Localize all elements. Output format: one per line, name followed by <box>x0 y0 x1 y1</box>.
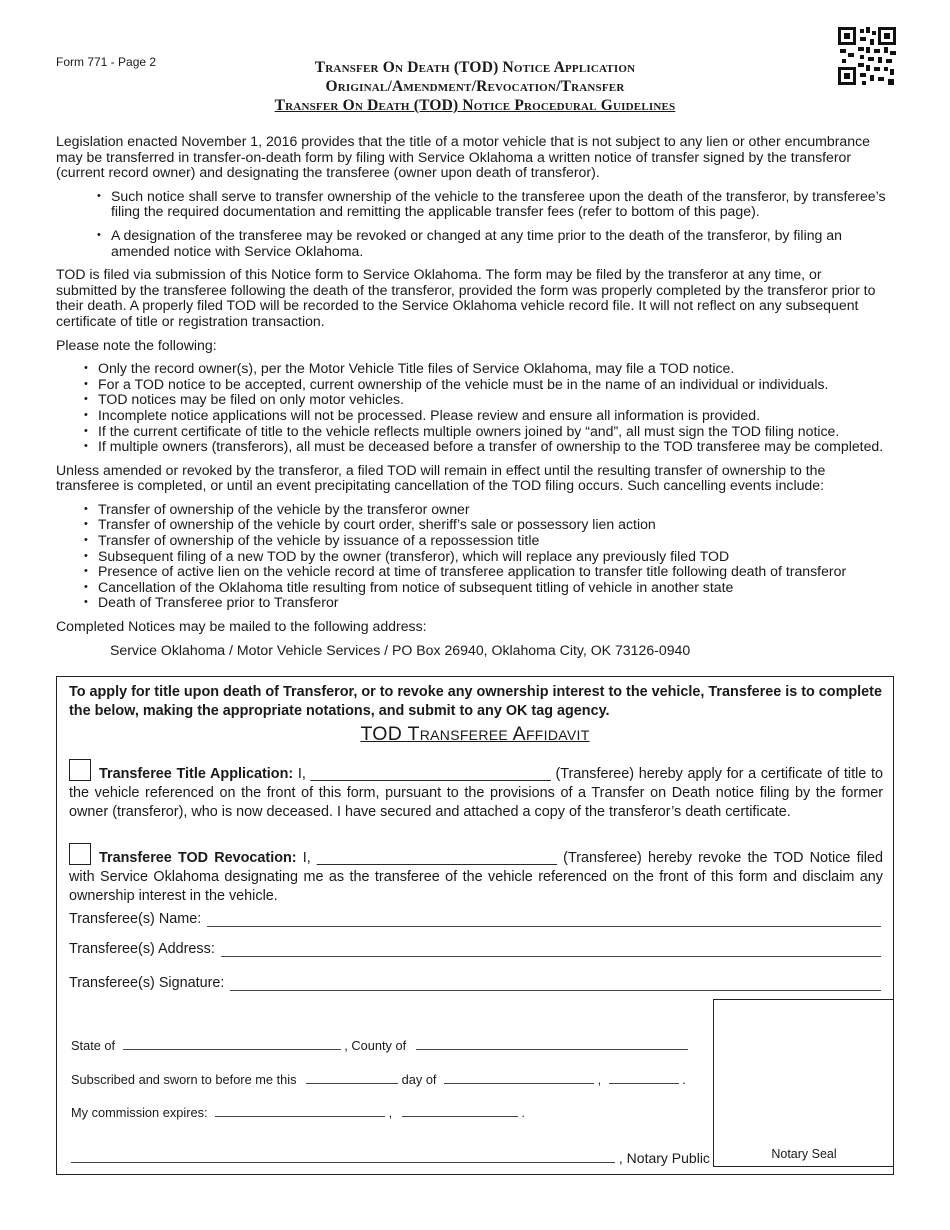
events-list <box>84 502 886 611</box>
list-item: • Transfer of ownership of the vehicle by issuance of a repossession title <box>84 533 886 549</box>
guidelines-content <box>56 134 886 666</box>
sworn-day-field[interactable] <box>306 1071 398 1084</box>
revocation-text: (Transferee) hereby revoke the TOD Notice filed with Service Oklahoma designating me as the transferee of the vehicle referenced on the front of this form and disclaim any ownership interest in the vehicle. <box>69 850 883 904</box>
list-item: • Cancellation of the Oklahoma title resulting from notice of subsequent titling of vehicle in another state <box>84 580 886 596</box>
notary-seal-label: Notary Seal <box>771 1147 837 1161</box>
title-application-text: (Transferee) hereby apply for a certificate of title to the vehicle referenced on the front of this form, pursuant to the provisions of a Transfer on Death notice filing by the former owner (transferor), who is now deceased. I have secured and attached a copy of the transferor’s death certificate. <box>69 766 883 820</box>
revocation-checkbox[interactable] <box>69 843 91 865</box>
list-item: • Transfer of ownership of the vehicle by court order, sheriff’s sale or possessory lien action <box>84 517 886 533</box>
list-item: • Subsequent filing of a new TOD by the owner (transferor), which will replace any previously filed TOD <box>84 549 886 565</box>
commission-label: My commission expires: <box>71 1105 208 1120</box>
title-application-name-field[interactable]: I, ______________________________ <box>297 766 551 782</box>
mail-address: Service Oklahoma / Motor Vehicle Services / PO Box 26940, Oklahoma City, OK 73126-0940 <box>110 641 691 658</box>
notes-list <box>84 361 886 455</box>
transferee-address-label: Transferee(s) Address: <box>69 941 215 957</box>
commission-year-field[interactable] <box>402 1104 518 1117</box>
title-application-label: Transferee Title Application: <box>99 766 294 782</box>
transferee-signature-label: Transferee(s) Signature: <box>69 975 225 991</box>
transferee-signature-row <box>69 975 881 991</box>
state-field[interactable] <box>123 1037 341 1050</box>
commission-date-field[interactable] <box>215 1104 385 1117</box>
list-item: • Only the record owner(s), per the Motor Vehicle Title files of Service Oklahoma, may file a TOD notice. <box>84 361 886 377</box>
list-item: • If multiple owners (transferors), all must be deceased before a transfer of ownership to the TOD transferee may be completed. <box>84 439 886 455</box>
intro-bullet-list <box>97 189 886 259</box>
revocation-name-field[interactable]: I, ______________________________ <box>302 850 558 866</box>
transferee-address-field[interactable] <box>221 943 881 957</box>
form-id: Form 771 - Page 2 <box>56 55 157 69</box>
county-label: , County of <box>344 1038 407 1053</box>
day-of-label: day of <box>401 1072 437 1087</box>
sworn-year-field[interactable] <box>609 1071 679 1084</box>
list-item: • Transfer of ownership of the vehicle by the transferor owner <box>84 502 886 518</box>
list-item: • Presence of active lien on the vehicle record at time of transferee application to transfer title following death of transferor <box>84 564 886 580</box>
transferee-address-row <box>69 941 881 957</box>
title-application-checkbox[interactable] <box>69 759 91 781</box>
title-line-3: Transfer On Death (TOD) Notice Procedural Guidelines <box>274 97 676 114</box>
commission-row: My commission expires: , . <box>71 1105 525 1120</box>
county-field[interactable] <box>416 1037 688 1050</box>
title-line-2: Original/Amendment/Revocation/Transfer <box>325 78 625 95</box>
sworn-label: Subscribed and sworn to before me this <box>71 1072 297 1087</box>
title-application-paragraph <box>69 759 883 822</box>
notary-signature-field[interactable] <box>71 1150 615 1163</box>
affidavit-intro: To apply for title upon death of Transferor, or to revoke any ownership interest to the vehicle, Transferee is to complete the below, making the appropriate notations, and submit to any OK tag agency. <box>69 684 882 719</box>
list-item: • Incomplete notice applications will not be processed. Please review and ensure all information is provided. <box>84 408 886 424</box>
list-item: • Such notice shall serve to transfer ownership of the vehicle to the transferee upon the death of the transferor, by transferee’s filing the required documentation and remitting the applicable transfer fees (refer to bottom of this page). <box>97 189 886 220</box>
intro-paragraph: Legislation enacted November 1, 2016 provides that the title of a motor vehicle that is not subject to any lien or other encumbrance may be transferred in transfer-on-death form by filing with Service Oklahoma a written notice of transfer signed by the transferor (current record owner) and designating the transferee (owner upon death of transferor). <box>56 133 870 181</box>
transferee-name-field[interactable] <box>207 913 881 927</box>
mail-heading: Completed Notices may be mailed to the following address: <box>56 618 427 635</box>
sworn-row: Subscribed and sworn to before me this day of , . <box>71 1072 686 1087</box>
revocation-label: Transferee TOD Revocation: <box>99 850 297 866</box>
revocation-paragraph <box>69 843 883 906</box>
transferee-name-label: Transferee(s) Name: <box>69 911 202 927</box>
notary-public-row <box>71 1150 710 1166</box>
list-item: • TOD notices may be filed on only motor vehicles. <box>84 392 886 408</box>
transferee-signature-field[interactable] <box>230 977 881 991</box>
sworn-month-field[interactable] <box>444 1071 594 1084</box>
transferee-name-row <box>69 911 881 927</box>
state-county-row <box>71 1037 688 1053</box>
list-item: • If the current certificate of title to the vehicle reflects multiple owners joined by “and”, all must sign the TOD filing notice. <box>84 424 886 440</box>
affidavit-box <box>56 676 894 1175</box>
list-item: • For a TOD notice to be accepted, current ownership of the vehicle must be in the name of an individual or individuals. <box>84 377 886 393</box>
title-block <box>0 58 950 115</box>
list-item: • A designation of the transferee may be revoked or changed at any time prior to the death of the transferor, by filing an amended notice with Service Oklahoma. <box>97 228 886 259</box>
note-heading: Please note the following: <box>56 336 217 353</box>
affidavit-title: TOD Transferee Affidavit <box>360 723 590 745</box>
title-line-1: Transfer On Death (TOD) Notice Application <box>314 59 636 76</box>
list-item: • Death of Transferee prior to Transferor <box>84 595 886 611</box>
seal-divider <box>714 1166 894 1167</box>
notary-public-label: , Notary Public <box>618 1150 710 1166</box>
notary-seal-area <box>713 999 894 1167</box>
state-label: State of <box>71 1038 116 1053</box>
tod-filed-paragraph: TOD is filed via submission of this Notice form to Service Oklahoma. The form may be filed by the transferor at any time, or submitted by the transferee following the death of the transferor, provided the form was properly completed by the transferor prior to their death. A properly filed TOD will be recorded to the Service Oklahoma vehicle record file. It will not reflect on any subsequent certificate of title or registration transaction. <box>56 266 876 329</box>
unless-paragraph: Unless amended or revoked by the transferor, a filed TOD will remain in effect until the resulting transfer of ownership to the transferee is completed, or until an event precipitating cancellation of the TOD filing occurs. Such cancelling events include: <box>56 461 826 494</box>
